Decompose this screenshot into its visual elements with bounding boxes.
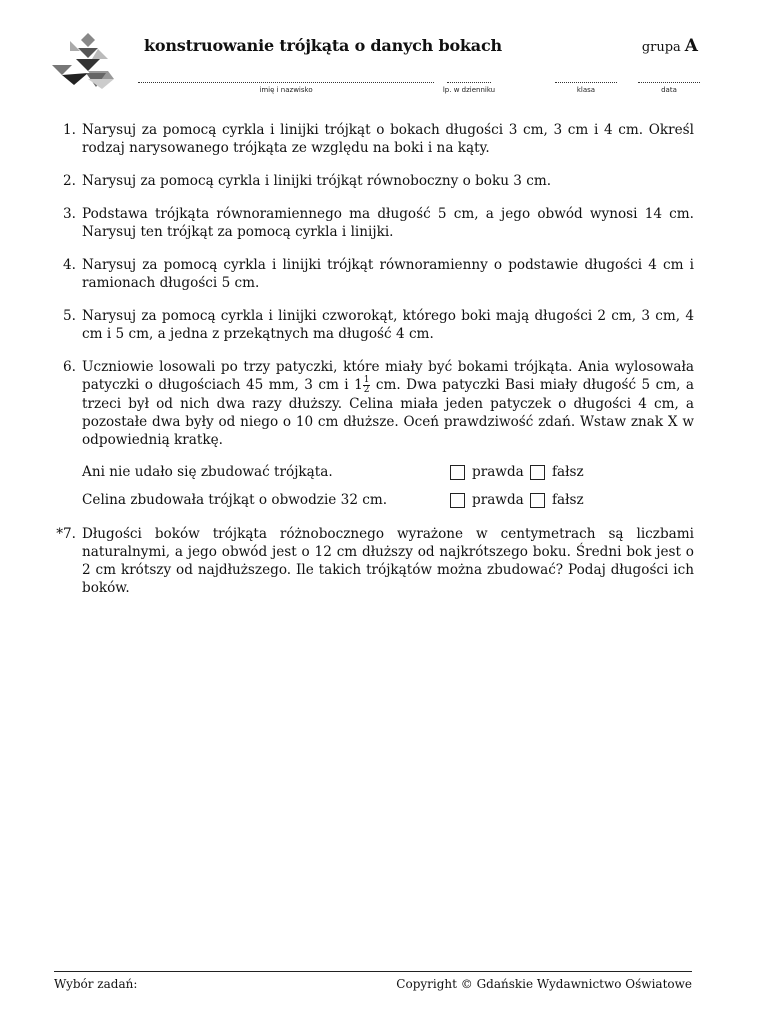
task-1	[54, 121, 694, 157]
register-number-field[interactable]	[442, 73, 496, 103]
name-field-caption: imię i nazwisko	[259, 86, 313, 94]
task-number: *7.	[56, 526, 76, 542]
task-2	[54, 172, 694, 190]
task-number: 6.	[63, 359, 76, 375]
true-option[interactable]	[450, 463, 524, 481]
false-label: fałsz	[552, 464, 584, 480]
task-3	[54, 205, 694, 241]
group-indicator	[642, 36, 698, 56]
task-text-after: cm. Dwa patyczki Basi miały długość 5 cm, a trzeci był od nich dwa razy dłuższy. Celina miała jeden patyczek o długości 4 cm, a pozostałe dwa były od niego o 10 cm dłuższe. Oceń prawdziwość zdań. Wstaw znak X w odpowiednią kratkę.	[82, 377, 694, 448]
statement-text: Celina zbudowała trójkąt o obwodzie 32 cm.	[82, 492, 388, 508]
statement-text: Ani nie udało się zbudować trójkąta.	[82, 464, 333, 480]
task-4	[54, 256, 694, 292]
true-label: prawda	[472, 464, 524, 480]
class-field[interactable]	[555, 73, 617, 103]
register-number-field-line[interactable]	[447, 73, 491, 83]
date-field[interactable]	[638, 73, 700, 103]
task-text: Narysuj za pomocą cyrkla i linijki trójkąt równoramienny o podstawie długości 4 cm i ramionach długości 5 cm.	[82, 257, 694, 291]
task-text: Narysuj za pomocą cyrkla i linijki trójkąt równoboczny o boku 3 cm.	[82, 173, 552, 189]
class-field-line[interactable]	[555, 73, 617, 83]
true-checkbox[interactable]	[450, 465, 465, 480]
name-field-line[interactable]	[138, 73, 434, 83]
task-5	[54, 307, 694, 343]
statement-row	[82, 489, 694, 511]
footer-task-selection: Wybór zadań:	[54, 977, 138, 991]
footer-divider	[54, 971, 692, 972]
group-label: grupa	[641, 40, 681, 55]
footer-copyright: Copyright © Gdańskie Wydawnictwo Oświatowe	[396, 977, 692, 991]
name-field[interactable]	[138, 73, 434, 103]
task-text: Długości boków trójkąta różnobocznego wyrażone w centymetrach są liczbami naturalnymi, a jego obwód jest o 12 cm dłuższy od najkrótszego boku. Średni bok jest o 2 cm krótszy od najdłuższego. Ile takich trójkątów można zbudować? Podaj długości ich boków.	[82, 526, 694, 596]
task-number: 3.	[63, 206, 76, 222]
task-number: 5.	[63, 308, 76, 324]
group-letter: A	[684, 36, 698, 56]
false-checkbox[interactable]	[530, 493, 545, 508]
date-field-caption: data	[661, 86, 677, 94]
register-number-caption: lp. w dzienniku	[442, 86, 496, 94]
statement-row	[82, 461, 694, 483]
task-6	[54, 358, 694, 449]
false-label: fałsz	[552, 492, 584, 508]
task-text: Narysuj za pomocą cyrkla i linijki trójkąt o bokach długości 3 cm, 3 cm i 4 cm. Określ rodzaj narysowanego trójkąta ze względu na boki i na kąty.	[82, 122, 694, 156]
true-label: prawda	[472, 492, 524, 508]
worksheet-title: konstruowanie trójkąta o danych bokach	[144, 36, 502, 55]
task-text: Narysuj za pomocą cyrkla i linijki czworokąt, którego boki mają długości 2 cm, 3 cm, 4 cm i 5 cm, a jedna z przekątnych ma długość 4 cm.	[82, 308, 694, 342]
date-field-line[interactable]	[638, 73, 700, 83]
true-checkbox[interactable]	[450, 493, 465, 508]
fraction-numerator: 1	[363, 375, 370, 385]
fraction-denominator: 2	[363, 385, 370, 395]
task-number: 2.	[63, 173, 76, 189]
true-option[interactable]	[450, 491, 524, 509]
task-7	[54, 525, 694, 597]
false-checkbox[interactable]	[530, 465, 545, 480]
task-number: 1.	[63, 122, 76, 138]
tangram-logo-icon	[48, 33, 116, 89]
task-text-before: Uczniowie losowali po trzy patyczki, które miały być bokami trójkąta. Ania wylosowała patyczki o długościach 45 mm, 3 cm i 1	[82, 359, 694, 393]
false-option[interactable]	[530, 491, 584, 509]
false-option[interactable]	[530, 463, 584, 481]
task-list	[54, 121, 694, 612]
task-number: 4.	[63, 257, 76, 273]
task-text: Podstawa trójkąta równoramiennego ma długość 5 cm, a jego obwód wynosi 14 cm. Narysuj ten trójkąt za pomocą cyrkla i linijki.	[82, 206, 694, 240]
class-field-caption: klasa	[576, 86, 596, 94]
